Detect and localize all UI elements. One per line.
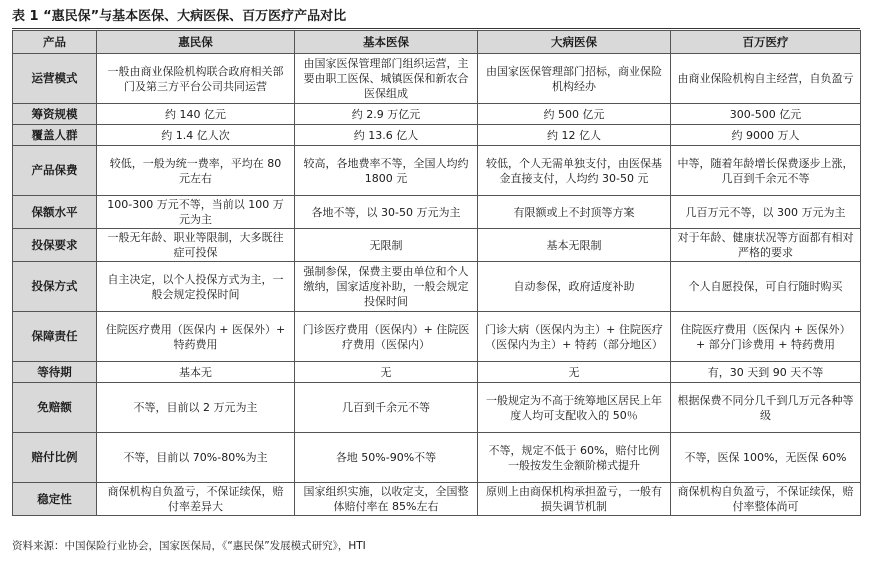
row-label: 投保方式 — [13, 262, 97, 312]
table-row — [13, 125, 861, 146]
table-cell: 商保机构自负盈亏，不保证续保，赔付率差异大 — [97, 483, 295, 516]
table-row — [13, 146, 861, 196]
table-cell: 约 500 亿元 — [478, 104, 671, 125]
table-cell: 无限制 — [295, 229, 478, 262]
table-cell: 约 1.4 亿人次 — [97, 125, 295, 146]
table-cell: 无 — [295, 362, 478, 383]
header-critical-illness-insurance: 大病医保 — [478, 31, 671, 54]
table-cell: 约 9000 万人 — [671, 125, 861, 146]
table-cell: 较高，各地费率不等，全国人均约 1800 元 — [295, 146, 478, 196]
header-huiminbao: 惠民保 — [97, 31, 295, 54]
header-million-medical: 百万医疗 — [671, 31, 861, 54]
table-cell: 国家组织实施，以收定支，全国整体赔付率在 85%左右 — [295, 483, 478, 516]
table-cell: 商保机构自负盈亏，不保证续保，赔付率整体尚可 — [671, 483, 861, 516]
table-row — [13, 433, 861, 483]
table-cell: 不等，规定不低于 60%，赔付比例一般按发生金额阶梯式提升 — [478, 433, 671, 483]
table-cell: 自主决定，以个人投保方式为主，一般会规定投保时间 — [97, 262, 295, 312]
table-cell: 约 2.9 万亿元 — [295, 104, 478, 125]
table-cell: 不等，目前以 70%-80%为主 — [97, 433, 295, 483]
table-cell: 一般无年龄、职业等限制，大多既往症可投保 — [97, 229, 295, 262]
table-row — [13, 196, 861, 229]
table-cell: 基本无 — [97, 362, 295, 383]
header-row — [13, 31, 861, 54]
table-cell: 门诊医疗费用（医保内）+ 住院医疗费用（医保内） — [295, 312, 478, 362]
table-cell: 几百万元不等，以 300 万元为主 — [671, 196, 861, 229]
table-cell: 不等，医保 100%，无医保 60% — [671, 433, 861, 483]
table-cell: 不等，目前以 2 万元为主 — [97, 383, 295, 433]
header-basic-insurance: 基本医保 — [295, 31, 478, 54]
table-cell: 无 — [478, 362, 671, 383]
table-cell: 各地不等，以 30-50 万元为主 — [295, 196, 478, 229]
table-cell: 强制参保，保费主要由单位和个人缴纳，国家适度补助，一般会规定投保时间 — [295, 262, 478, 312]
row-label: 稳定性 — [13, 483, 97, 516]
table-cell: 由商业保险机构自主经营，自负盈亏 — [671, 54, 861, 104]
table-row — [13, 483, 861, 516]
row-label: 保障责任 — [13, 312, 97, 362]
table-cell: 300-500 亿元 — [671, 104, 861, 125]
table-cell: 由国家医保管理部门招标，商业保险机构经办 — [478, 54, 671, 104]
table-cell: 门诊大病（医保内为主）+ 住院医疗（医保内为主）+ 特药（部分地区） — [478, 312, 671, 362]
table-cell: 根据保费不同分几千到几万元各种等级 — [671, 383, 861, 433]
table-cell: 中等，随着年龄增长保费逐步上涨，几百到千余元不等 — [671, 146, 861, 196]
table-cell: 自动参保，政府适度补助 — [478, 262, 671, 312]
table-cell: 有，30 天到 90 天不等 — [671, 362, 861, 383]
table-row — [13, 104, 861, 125]
table-cell: 100-300 万元不等，当前以 100 万元为主 — [97, 196, 295, 229]
table-cell: 较低，个人无需单独支付，由医保基金直接支付，人均约 30-50 元 — [478, 146, 671, 196]
table-cell: 基本无限制 — [478, 229, 671, 262]
table-cell: 对于年龄、健康状况等方面都有相对严格的要求 — [671, 229, 861, 262]
row-label: 筹资规模 — [13, 104, 97, 125]
row-label: 投保要求 — [13, 229, 97, 262]
table-cell: 约 140 亿元 — [97, 104, 295, 125]
table-cell: 几百到千余元不等 — [295, 383, 478, 433]
table-cell: 有限额或上不封顶等方案 — [478, 196, 671, 229]
row-label: 覆盖人群 — [13, 125, 97, 146]
header-product: 产品 — [13, 31, 97, 54]
row-label: 等待期 — [13, 362, 97, 383]
table-row — [13, 362, 861, 383]
table-cell: 原则上由商保机构承担盈亏，一般有损失调节机制 — [478, 483, 671, 516]
table-row — [13, 383, 861, 433]
table-cell: 住院医疗费用（医保内 + 医保外）+ 特药费用 — [97, 312, 295, 362]
row-label: 免赔额 — [13, 383, 97, 433]
table-row — [13, 54, 861, 104]
source-note: 资料来源：中国保险行业协会，国家医保局，《“惠民保”发展模式研究》，HTI — [12, 540, 366, 552]
table-cell: 约 12 亿人 — [478, 125, 671, 146]
table-cell: 一般规定为不高于统筹地区居民上年度人均可支配收入的 50％ — [478, 383, 671, 433]
row-label: 产品保费 — [13, 146, 97, 196]
table-cell: 住院医疗费用（医保内 + 医保外）+ 部分门诊费用 + 特药费用 — [671, 312, 861, 362]
row-label: 赔付比例 — [13, 433, 97, 483]
table-cell: 较低，一般为统一费率，平均在 80 元左右 — [97, 146, 295, 196]
table-cell: 个人自愿投保，可自行随时购买 — [671, 262, 861, 312]
row-label: 保额水平 — [13, 196, 97, 229]
table-cell: 一般由商业保险机构联合政府相关部门及第三方平台公司共同运营 — [97, 54, 295, 104]
row-label: 运营模式 — [13, 54, 97, 104]
table-title: 表 1 “惠民保”与基本医保、大病医保、百万医疗产品对比 — [12, 6, 860, 29]
table-cell: 约 13.6 亿人 — [295, 125, 478, 146]
table-row — [13, 312, 861, 362]
table-cell: 各地 50%-90%不等 — [295, 433, 478, 483]
comparison-table — [12, 30, 861, 516]
table-cell: 由国家医保管理部门组织运营，主要由职工医保、城镇医保和新农合医保组成 — [295, 54, 478, 104]
table-row — [13, 229, 861, 262]
table-row — [13, 262, 861, 312]
